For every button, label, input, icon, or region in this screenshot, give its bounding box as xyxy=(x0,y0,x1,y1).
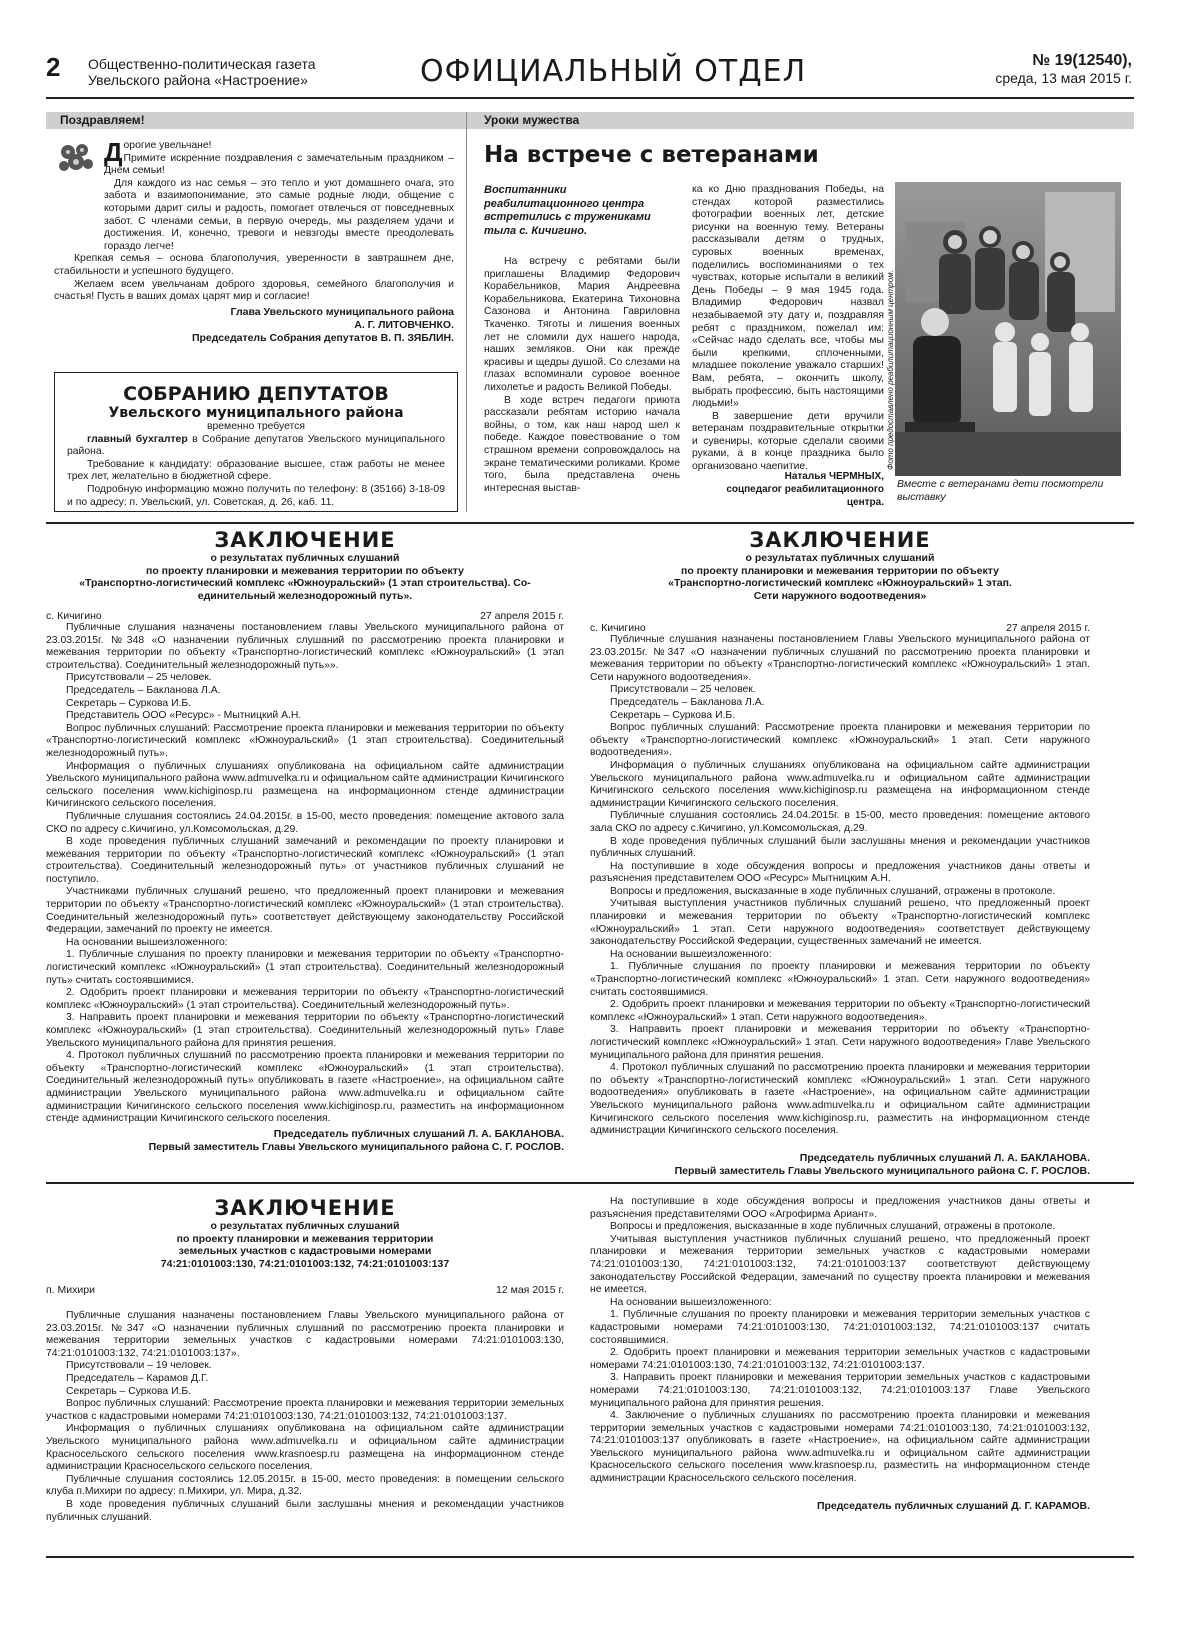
body-paragraph: 4. Протокол публичных слушаний по рассмотрению проекта планировки и межевания территории по объекту «Транспортно-логистический комплекс «Южноуральский» (1 этап строительства). Соединительный железнодорожный путь» опубликовать в газете «Настроение», на официальном сайте администрации Увельского муниципального района www.admuvelka.ru и официальном сайте администрации Кичигинского сельского поселения www.kichiginosp.ru, разместить на информационном стенде администрации Кичигинского сельского поселения. xyxy=(46,1050,564,1125)
veterans-author xyxy=(692,470,884,509)
conclusion-2-body xyxy=(590,634,1090,1138)
veterans-author-name: Наталья ЧЕРМНЫХ, xyxy=(784,471,884,482)
body-paragraph: Публичные слушания назначены постановлением Главы Увельского муниципального района от 23.03.2015г. №347 «О назначении публичных слушаний по рассмотрению проекта планировки и межевания территории земельных участков с кадастровыми номерами 74:21:0101003:130, 74:21:0101003:132, 74:21:0101003:137». xyxy=(46,1310,564,1359)
subtitle-line: по проекту планировки и межевания территории xyxy=(176,1232,434,1245)
body-paragraph: Председатель – Карамов Д.Г. xyxy=(66,1372,209,1384)
conclusion-2 xyxy=(590,528,1090,1178)
veterans-photo xyxy=(895,182,1121,476)
body-paragraph: Представитель ООО «Ресурс» - Мытницкий А.Н. xyxy=(66,710,302,722)
conclusion-3-body-right xyxy=(590,1196,1090,1486)
conclusion-2-place: с. Кичигино xyxy=(590,622,646,634)
body-paragraph: Учитывая выступления участников публичных слушаний решено, что предложенный проект планировки и межевания территории земельных участков с кадастровыми номерами 74:21:0101003:130, 74:21:0101003:132, 74:21:0101003:137 соответствуют действующему законодательству Российской Федерации, замечаний по существу проекта планировки и межевания не имеется. xyxy=(590,1233,1090,1296)
veterans-author-org: центра. xyxy=(846,497,884,508)
vacancy-requirements: Требование к кандидату: образование высшее, стаж работы не менее трех лет, желательно в бюджетной сфере. xyxy=(67,458,445,483)
greeting-signature xyxy=(54,306,454,345)
subtitle-line: Сети наружного водоотведения» xyxy=(753,589,927,602)
greeting-salutation: орогие увельчане! xyxy=(123,140,212,151)
body-paragraph: 1. Публичные слушания по проекту планировки и межевания территории по объекту «Транспортно-логистический комплекс «Южноуральский» (1 этап строительства). Соединительный железнодорожный путь» считать состоявшимися. xyxy=(46,949,564,986)
conclusion-1-dateline xyxy=(46,610,564,622)
greeting-sign-line3: Председатель Собрания депутатов В. П. ЗЯБЛИН. xyxy=(191,332,454,344)
veterans-paragraph: На встречу с ребятами были приглашены Владимир Федорович Корабельников, Мария Андреевна Корабельникова, Екатерина Тихоновна Сазонова и Антонина Гавриловна Ткаченко. Тяготы и лишения военных лет не сломили дух нашего народа, наших земляков. Они как прежде красивы и щедры душой. Со слезами на глазах вспоминали суровое военное лихолетье и радость Великой Победы. xyxy=(484,256,680,393)
greeting-paragraph: Желаем всем увельчанам доброго здоровья, семейного благополучия и счастья! Пусть в ваших домах царят мир и согласие! xyxy=(54,278,454,303)
body-paragraph: 4. Заключение о публичных слушаниях по рассмотрению проекта планировки и межевания территории земельных участков с кадастровыми номерами 74:21:0101003:130, 74:21:0101003:132, 74:21:0101003:137 опубликовать в газете «Настроение», на официальном сайте администрации Увельского муниципального района www.admuvelka.ru и официальном сайте администрации Красносельского сельского поселения www.krasnoesp.ru, разместить на информационном стенде администрации Красносельского сельского поселения. xyxy=(590,1410,1090,1485)
body-paragraph: Председатель – Бакланова Л.А. xyxy=(66,684,221,696)
body-paragraph: Присутствовали – 25 человек. xyxy=(66,672,212,684)
veterans-paragraph: В ходе встреч педагоги приюта рассказали ребятам историю начала войны, о том, как наш народ шел к победе. Каждое повествование о том страшном времени сопровождалось на экране тематическими роликами. Кроме того, была представлена очень интересная выстав- xyxy=(484,394,680,494)
greeting-sign-line2: А. Г. ЛИТОВЧЕНКО. xyxy=(354,319,454,331)
section-title: ОФИЦИАЛЬНЫЙ ОТДЕЛ xyxy=(420,54,807,89)
subtitle-line: «Транспортно-логистический комплекс «Южноуральский» (1 этап строительства). Со- xyxy=(79,577,531,589)
paper-name-line2: Увельского района «Настроение» xyxy=(88,72,308,88)
vacancy-body xyxy=(67,434,445,510)
veterans-author-role: соцпедагог реабилитационного xyxy=(726,484,884,495)
body-paragraph: 2. Одобрить проект планировки и межевания территории земельных участков с кадастровыми номерами 74:21:0101003:130, 74:21:0101003:132, 74:21:0101003:137. xyxy=(590,1347,1090,1371)
conclusion-1-place: с. Кичигино xyxy=(46,610,102,622)
greeting-salutation-2: Примите искренние поздравления с замечательным праздником – Днем семьи! xyxy=(104,152,454,177)
body-paragraph: 1. Публичные слушания по проекту планировки и межевания территории земельных участков с кадастровыми номерами 74:21:0101003:130, 74:21:0101003:132, 74:21:0101003:137 считать состоявшимися. xyxy=(590,1309,1090,1346)
conclusion-3-dateline xyxy=(46,1284,564,1296)
conclusion-3-right xyxy=(590,1196,1090,1513)
body-paragraph: В ходе проведения публичных слушаний были заслушаны мнения и рекомендации участников публичных слушаний. xyxy=(46,1498,564,1523)
body-paragraph: 1. Публичные слушания по проекту планировки и межевания территории по объекту «Транспортно-логистический комплекс «Южноуральский» 1 этап. Сети наружного водоотведения» считать состоявшимися. xyxy=(590,961,1090,998)
body-paragraph: Вопрос публичных слушаний: Рассмотрение проекта планировки и межевания территории земельных участков с кадастровыми номерами 74:21:0101003:130, 74:21:0101003:132, 74:21:0101003:137. xyxy=(46,1398,564,1422)
vacancy-contacts: Подробную информацию можно получить по телефону: 8 (35166) 3-18-09 и по адресу: п. Увельский, ул. Советская, д. 26, каб. 11. xyxy=(67,483,445,508)
conclusion-1-sign-chair: Председатель публичных слушаний Л. А. БАКЛАНОВА. xyxy=(273,1127,564,1140)
conclusion-1-sign-deputy: Первый заместитель Главы Увельского муниципального района С. Г. РОСЛОВ. xyxy=(148,1140,564,1153)
conclusion-1-subtitle xyxy=(46,552,564,602)
body-paragraph: Информация о публичных слушаниях опубликована на официальном сайте администрации Увельского муниципального района www.admuvelka.ru и официальном сайте администрации Кичигинского сельского поселения www.kichiginosp.ru размещена на информационном стенде администрации Кичигинского сельского поселения. xyxy=(46,760,564,810)
veterans-paragraph: В завершение дети вручили ветеранам поздравительные открытки и сувениры, которые сделали своими руками, а в конце праздника было организовано чаепитие. xyxy=(692,410,884,473)
section-rule xyxy=(46,522,1134,524)
conclusion-2-signatures xyxy=(590,1152,1090,1178)
photo-credit: Фото предоставлено реабилитационным центром. xyxy=(886,270,895,470)
conclusion-1-body xyxy=(46,622,564,1126)
paper-name xyxy=(88,56,316,88)
body-paragraph: Публичные слушания состоялись 24.04.2015г. в 15-00, место проведения: помещение актового зала СКО по адресу с.Кичигино, ул.Комсомольская, д.29. xyxy=(590,810,1090,834)
photo-caption: Вместе с ветеранами дети посмотрели выставку xyxy=(897,478,1104,503)
footer-rule xyxy=(46,1556,1134,1558)
body-paragraph: Секретарь – Суркова И.Б. xyxy=(66,1385,192,1397)
body-paragraph: Присутствовали – 19 человек. xyxy=(66,1360,212,1372)
body-paragraph: Информация о публичных слушаниях опубликована на официальном сайте администрации Увельского муниципального района www.admuvelka.ru и официальном сайте администрации Кичигинского сельского поселения www.kichiginosp.ru размещена на информационном стенде администрации Кичигинского сельского поселения. xyxy=(590,759,1090,809)
greeting-paragraph: Крепкая семья – основа благополучия, уверенности в завтрашнем дне, стабильности и успешного будущего. xyxy=(54,253,454,277)
body-paragraph: 3. Направить проект планировки и межевания территории земельных участков с кадастровыми номерами 74:21:0101003:130, 74:21:0101003:132, 74:21:0101003:137 Главе Увельского муниципального района для принятия решения. xyxy=(590,1372,1090,1409)
issue-date: среда, 13 мая 2015 г. xyxy=(995,70,1132,86)
conclusion-2-sign-deputy: Первый заместитель Главы Увельского муниципального района С. Г. РОСЛОВ. xyxy=(674,1164,1090,1177)
conclusion-3-title: ЗАКЛЮЧЕНИЕ xyxy=(214,1196,396,1220)
body-paragraph: Присутствовали – 25 человек. xyxy=(610,684,756,696)
veterans-paragraph: ка ко Дню празднования Победы, на стендах которой разместились фотографии военных лет, детские рисунки на военную тему. Ветераны рассказывали детям о трудных, суровых военных временах, поделились воспоминаниями о тех чувствах, которые испытали в великий День Победы – 9 мая 1945 года. Владимир Федорович назвал незабываемой эту дату и, поздравляя ребят с праздником, пожелал им: «Сейчас надо сделать все, чтобы мы были крепкими, сплоченными, младшее поколение уважало старших! Вам, ребята, – окончить школу, выбрать профессию, быть настоящими людьми!» xyxy=(692,184,884,410)
vacancy-title: СОБРАНИЮ ДЕПУТАТОВ xyxy=(123,383,389,405)
vacancy-required: временно требуется xyxy=(206,421,306,432)
body-paragraph: Председатель – Бакланова Л.А. xyxy=(610,696,765,708)
vacancy-position: главный бухгалтер xyxy=(87,433,188,445)
body-paragraph: На поступившие в ходе обсуждения вопросы и предложения участников даны ответы и разъяснения представителем ООО «Ресурс» Мытницким А.Н. xyxy=(590,860,1090,885)
body-paragraph: Вопросы и предложения, высказанные в ходе публичных слушаний, отражены в протоколе. xyxy=(610,885,1056,897)
conclusion-3-sign-chair: Председатель публичных слушаний Д. Г. КАРАМОВ. xyxy=(816,1499,1090,1512)
conclusion-1-date: 27 апреля 2015 г. xyxy=(480,610,564,622)
subtitle-line: «Транспортно-логистический комплекс «Южноуральский» 1 этап. xyxy=(668,577,1012,589)
conclusion-3 xyxy=(46,1196,564,1524)
conclusion-1 xyxy=(46,528,564,1154)
veterans-lead: Воспитанники реабилитационного центра встретились с тружениками тыла с. Кичигино. xyxy=(484,184,651,237)
body-paragraph: Публичные слушания состоялись 24.04.2015г. в 15-00, место проведения: помещение актового зала СКО по адресу с.Кичигино, ул.Комсомольская, д.29. xyxy=(46,810,564,835)
drop-cap: Д xyxy=(104,137,123,167)
body-paragraph: На поступившие в ходе обсуждения вопросы и предложения участников даны ответы и разъяснения представителями ООО «Агрофирма Ариант». xyxy=(590,1196,1090,1220)
body-paragraph: Секретарь – Суркова И.Б. xyxy=(66,697,192,709)
vacancy-position-rest: в Собрание депутатов Увельского муниципального района. xyxy=(67,433,445,458)
subtitle-line: по проекту планировки и межевания территории по объекту xyxy=(681,564,999,577)
issue-info xyxy=(995,52,1132,86)
body-paragraph: 3. Направить проект планировки и межевания территории по объекту «Транспортно-логистический комплекс «Южноуральский» (1 этап строительства). Соединительный железнодорожный путь» Главе Увельского муниципального района для принятия решения. xyxy=(46,1012,564,1049)
vacancy-box xyxy=(54,372,458,512)
body-paragraph: В ходе проведения публичных слушаний замечаний и рекомендации по проекту планировки и межевания территории по объекту «Транспортно-логистический комплекс «Южноуральский» (1 этап строительства). Соединительный железнодорожный путь» от участников публичных слушаний не поступило. xyxy=(46,836,564,885)
rubric-lessons: Уроки мужества xyxy=(470,112,1134,129)
conclusion-1-signatures xyxy=(46,1128,564,1154)
subtitle-line: единительный железнодорожный путь». xyxy=(197,589,413,602)
rubric-congrats: Поздравляем! xyxy=(46,112,476,129)
page-number: 2 xyxy=(46,52,61,82)
conclusion-2-sign-chair: Председатель публичных слушаний Л. А. БАКЛАНОВА. xyxy=(799,1151,1090,1164)
conclusion-3-subtitle xyxy=(46,1220,564,1270)
veterans-col1 xyxy=(484,256,680,495)
vacancy-subtitle: Увельского муниципального района xyxy=(108,405,404,421)
subtitle-line: о результатах публичных слушаний xyxy=(745,552,935,564)
body-paragraph: Публичные слушания состоялись 12.05.2015г. в 15-00, место проведения: в помещении сельского клуба п.Михири по адресу: п.Михири, ул. Мира, д.32. xyxy=(46,1473,564,1498)
subtitle-line: земельных участков с кадастровыми номерами xyxy=(178,1245,432,1257)
greeting-text xyxy=(54,137,454,304)
conclusion-3-place: п. Михири xyxy=(46,1284,95,1296)
column-divider xyxy=(466,112,467,512)
body-paragraph: Публичные слушания назначены постановлением главы Увельского муниципального района от 23.03.2015г. №348 «О назначении публичных слушаний по рассмотрению проекта планировки и межевания территории по объекту «Транспортно-логистический комплекс «Южноуральский» (1 этап строительства). Соединительный железнодорожный путь»». xyxy=(46,622,564,671)
body-paragraph: 2. Одобрить проект планировки и межевания территории по объекту «Транспортно-логистический комплекс «Южноуральский» 1 этап. Сети наружного водоотведения». xyxy=(590,999,1090,1023)
body-paragraph: Участниками публичных слушаний решено, что предложенный проект планировки и межевания территории по объекту «Транспортно-логистический комплекс «Южноуральский» (1 этап строительства). Соединительный железнодорожный путь» соответствует действующему законодательству Российской Федерации, замечаний по проекту не имеется. xyxy=(46,886,564,936)
conclusion-3-body-left xyxy=(46,1310,564,1524)
paper-name-line1: Общественно-политическая газета xyxy=(88,56,316,72)
subtitle-line: по проекту планировки и межевания территории по объекту xyxy=(146,564,464,577)
greeting-paragraph: Для каждого из нас семья – это тепло и уют домашнего очага, это забота и взаимопонимание, это самые родные люди, общение с которыми дарит силы и радость, помогает отвлечься от повседневных забот. С членами семьи, в первую очередь, мы разделяем удачи и достижения. И, конечно, тревоги и невзгоды вместе преодолевать гораздо легче! xyxy=(104,177,454,252)
conclusion-1-title: ЗАКЛЮЧЕНИЕ xyxy=(214,528,396,552)
conclusion-2-title: ЗАКЛЮЧЕНИЕ xyxy=(749,528,931,552)
subtitle-line: о результатах публичных слушаний xyxy=(210,552,400,564)
conclusion-2-dateline xyxy=(590,622,1090,634)
greeting-sign-line1: Глава Увельского муниципального района xyxy=(230,306,454,318)
veterans-col2 xyxy=(692,184,884,474)
body-paragraph: Публичные слушания назначены постановлением Главы Увельского муниципального района от 23.03.2015г. №347 «О назначении публичных слушаний по рассмотрению проекта планировки и межевания территории по объекту «Транспортно-логистический комплекс «Южноуральский» 1 этап. Сети наружного водоотведения». xyxy=(590,634,1090,683)
body-paragraph: Секретарь – Суркова И.Б. xyxy=(610,709,736,721)
body-paragraph: На основании вышеизложенного: xyxy=(610,948,772,960)
body-paragraph: На основании вышеизложенного: xyxy=(66,936,228,948)
body-paragraph: Вопрос публичных слушаний: Рассмотрение проекта планировки и межевания территории по объекту «Транспортно-логистический комплекс «Южноуральский» 1 этап. Сети наружного водоотведения». xyxy=(590,722,1090,759)
conclusion-2-date: 27 апреля 2015 г. xyxy=(1006,622,1090,634)
subtitle-line: 74:21:0101003:130, 74:21:0101003:132, 74:21:0101003:137 xyxy=(160,1257,450,1270)
body-paragraph: В ходе проведения публичных слушаний были заслушаны мнения и рекомендации участников публичных слушаний. xyxy=(590,835,1090,860)
body-paragraph: Учитывая выступления участников публичных слушаний решено, что предложенный проект планировки и межевания территории по объекту «Транспортно-логистический комплекс «Южноуральский» 1 этап. Сети наружного водоотведения» соответствует действующему законодательству Российской Федерации, существенных замечаний не имеется. xyxy=(590,898,1090,948)
body-paragraph: Вопрос публичных слушаний: Рассмотрение проекта планировки и межевания территории по объекту «Транспортно-логистический комплекс «Южноуральский» (1 этап строительства). Соединительный железнодорожный путь». xyxy=(46,722,564,759)
body-paragraph: 3. Направить проект планировки и межевания территории по объекту «Транспортно-логистический комплекс «Южноуральский» 1 этап. Сети наружного водоотведения» Главе Увельского муниципального района для принятия решения. xyxy=(590,1024,1090,1061)
body-paragraph: На основании вышеизложенного: xyxy=(610,1296,772,1308)
header-rule xyxy=(46,97,1134,99)
conclusion-2-subtitle xyxy=(590,552,1090,602)
body-paragraph: Информация о публичных слушаниях опубликована на официальном сайте администрации Увельского муниципального района www.admuvelka.ru и официальном сайте администрации Красносельского сельского поселения www.krasnoesp.ru размещена на информационном стенде администрации Красносельского сельского поселения. xyxy=(46,1423,564,1473)
body-paragraph: 4. Протокол публичных слушаний по рассмотрению проекта планировки и межевания территории по объекту «Транспортно-логистический комплекс «Южноуральский» 1 этап. Сети наружного водоотведения» опубликовать в газете «Настроение», на официальном сайте администрации Увельского муниципального района www.admuvelka.ru и официальном сайте администрации Кичигинского сельского поселения www.kichiginosp.ru, разместить на информационном стенде администрации Кичигинского сельского поселения. xyxy=(590,1062,1090,1137)
conclusion-3-date: 12 мая 2015 г. xyxy=(496,1284,564,1296)
veterans-headline: На встрече с ветеранами xyxy=(484,142,819,168)
body-paragraph: Вопросы и предложения, высказанные в ходе публичных слушаний, отражены в протоколе. xyxy=(610,1221,1056,1233)
section-rule xyxy=(46,1182,1134,1184)
issue-number: № 19(12540), xyxy=(1032,52,1132,69)
body-paragraph: 2. Одобрить проект планировки и межевания территории по объекту «Транспортно-логистический комплекс «Южноуральский» (1 этап строительства). Соединительный железнодорожный путь». xyxy=(46,987,564,1011)
subtitle-line: о результатах публичных слушаний xyxy=(210,1220,400,1232)
